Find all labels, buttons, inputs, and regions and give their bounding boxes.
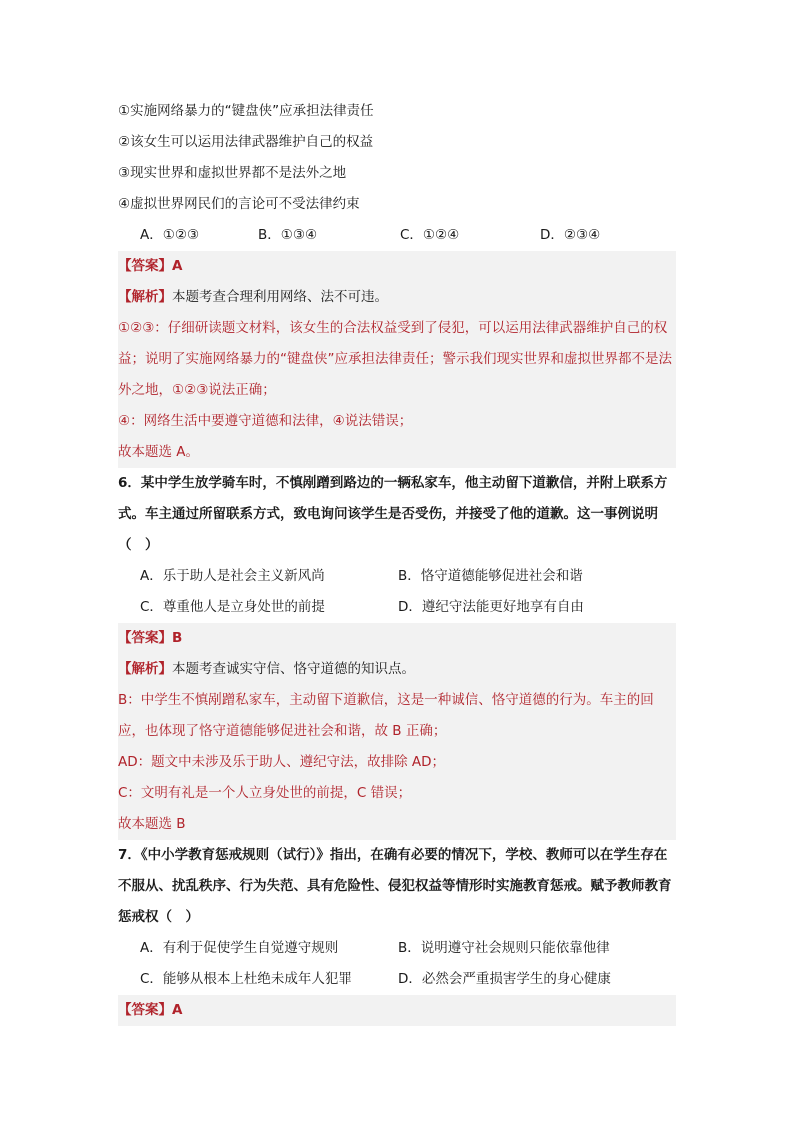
q5-analysis-intro: 本题考查合理利用网络、法不可违。 [172, 289, 388, 305]
q7-question: 7．《中小学教育惩戒规则（试行）》指出，在确有必要的情况下，学校、教师可以在学生存在不服从、扰乱秩序、行为失范、具有危险性、侵犯权益等情形时实施教育惩戒。赋予教师教育惩戒权（ ） [118, 847, 672, 925]
q5-explain-2: ④：网络生活中要遵守道德和法律，④说法错误； [118, 413, 413, 429]
q5-statement-4: ④虚拟世界网民们的言论可不受法律约束 [118, 196, 360, 212]
q6-analysis [118, 654, 676, 685]
q5-statement-2: ②该女生可以运用法律武器维护自己的权益 [118, 134, 374, 150]
q5-options [118, 220, 676, 251]
q5-answer-tag: 【答案】 [118, 258, 172, 274]
q6-option-c: C．尊重他人是立身处世的前提 [140, 599, 325, 615]
q6-answer-block [118, 623, 676, 840]
q7-answer-block [118, 995, 676, 1026]
q6-option-a: A．乐于助人是社会主义新风尚 [140, 568, 325, 584]
q6-options-row-2 [118, 592, 676, 623]
q7-options-row-2 [118, 964, 676, 995]
q6-answer-value: B [172, 630, 183, 646]
q6-analysis-intro: 本题考查诚实守信、恪守道德的知识点。 [172, 661, 415, 677]
q5-statement-1: ①实施网络暴力的“键盘侠”应承担法律责任 [118, 103, 374, 119]
q5-option-d: D．②③④ [540, 227, 601, 243]
q7-answer [118, 995, 676, 1026]
q5-answer-value: A [172, 258, 183, 274]
q6-question: 6．某中学生放学骑车时，不慎剐蹭到路边的一辆私家车，他主动留下道歉信，并附上联系方式。车主通过所留联系方式，致电询问该学生是否受伤，并接受了他的道歉。这一事例说明（ ） [118, 475, 668, 553]
q6-explain-3: C：文明有礼是一个人立身处世的前提，C 错误； [118, 785, 412, 801]
q5-conclusion: 故本题选 A。 [118, 444, 200, 460]
q7-option-c: C．能够从根本上杜绝未成年人犯罪 [140, 971, 352, 987]
q5-option-a: A．①②③ [140, 227, 200, 243]
q5-statement-3: ③现实世界和虚拟世界都不是法外之地 [118, 165, 347, 181]
q6-explain-2: AD：题文中未涉及乐于助人、遵纪守法，故排除 AD； [118, 754, 446, 770]
q7-option-a: A．有利于促使学生自觉遵守规则 [140, 940, 339, 956]
q6-option-d: D．遵纪守法能更好地享有自由 [398, 599, 584, 615]
q6-options-row-1 [118, 561, 676, 592]
q5-analysis-tag: 【解析】 [118, 289, 172, 305]
q6-answer-tag: 【答案】 [118, 630, 172, 646]
q7-options-row-1 [118, 933, 676, 964]
q7-answer-tag: 【答案】 [118, 1002, 172, 1018]
q7-option-d: D．必然会严重损害学生的身心健康 [398, 971, 611, 987]
q5-answer-block [118, 251, 676, 468]
q7-option-b: B．说明遵守社会规则只能依靠他律 [398, 940, 610, 956]
q6-analysis-tag: 【解析】 [118, 661, 172, 677]
q5-answer [118, 251, 676, 282]
q5-analysis [118, 282, 676, 313]
q6-answer [118, 623, 676, 654]
document-page [118, 96, 676, 1026]
q7-answer-value: A [172, 1002, 183, 1018]
q6-option-b: B．恪守道德能够促进社会和谐 [398, 568, 583, 584]
q5-option-b: B．①③④ [258, 227, 318, 243]
q6-conclusion: 故本题选 B [118, 816, 186, 832]
q5-option-c: C．①②④ [400, 227, 460, 243]
q6-explain-1: B：中学生不慎剐蹭私家车，主动留下道歉信，这是一种诚信、恪守道德的行为。车主的回应，也体现了恪守道德能够促进社会和谐，故 B 正确； [118, 692, 654, 739]
q5-explain-1: ①②③：仔细研读题文材料，该女生的合法权益受到了侵犯，可以运用法律武器维护自己的权益；说明了实施网络暴力的“键盘侠”应承担法律责任；警示我们现实世界和虚拟世界都不是法外之地，①②③说法正确； [118, 320, 672, 398]
